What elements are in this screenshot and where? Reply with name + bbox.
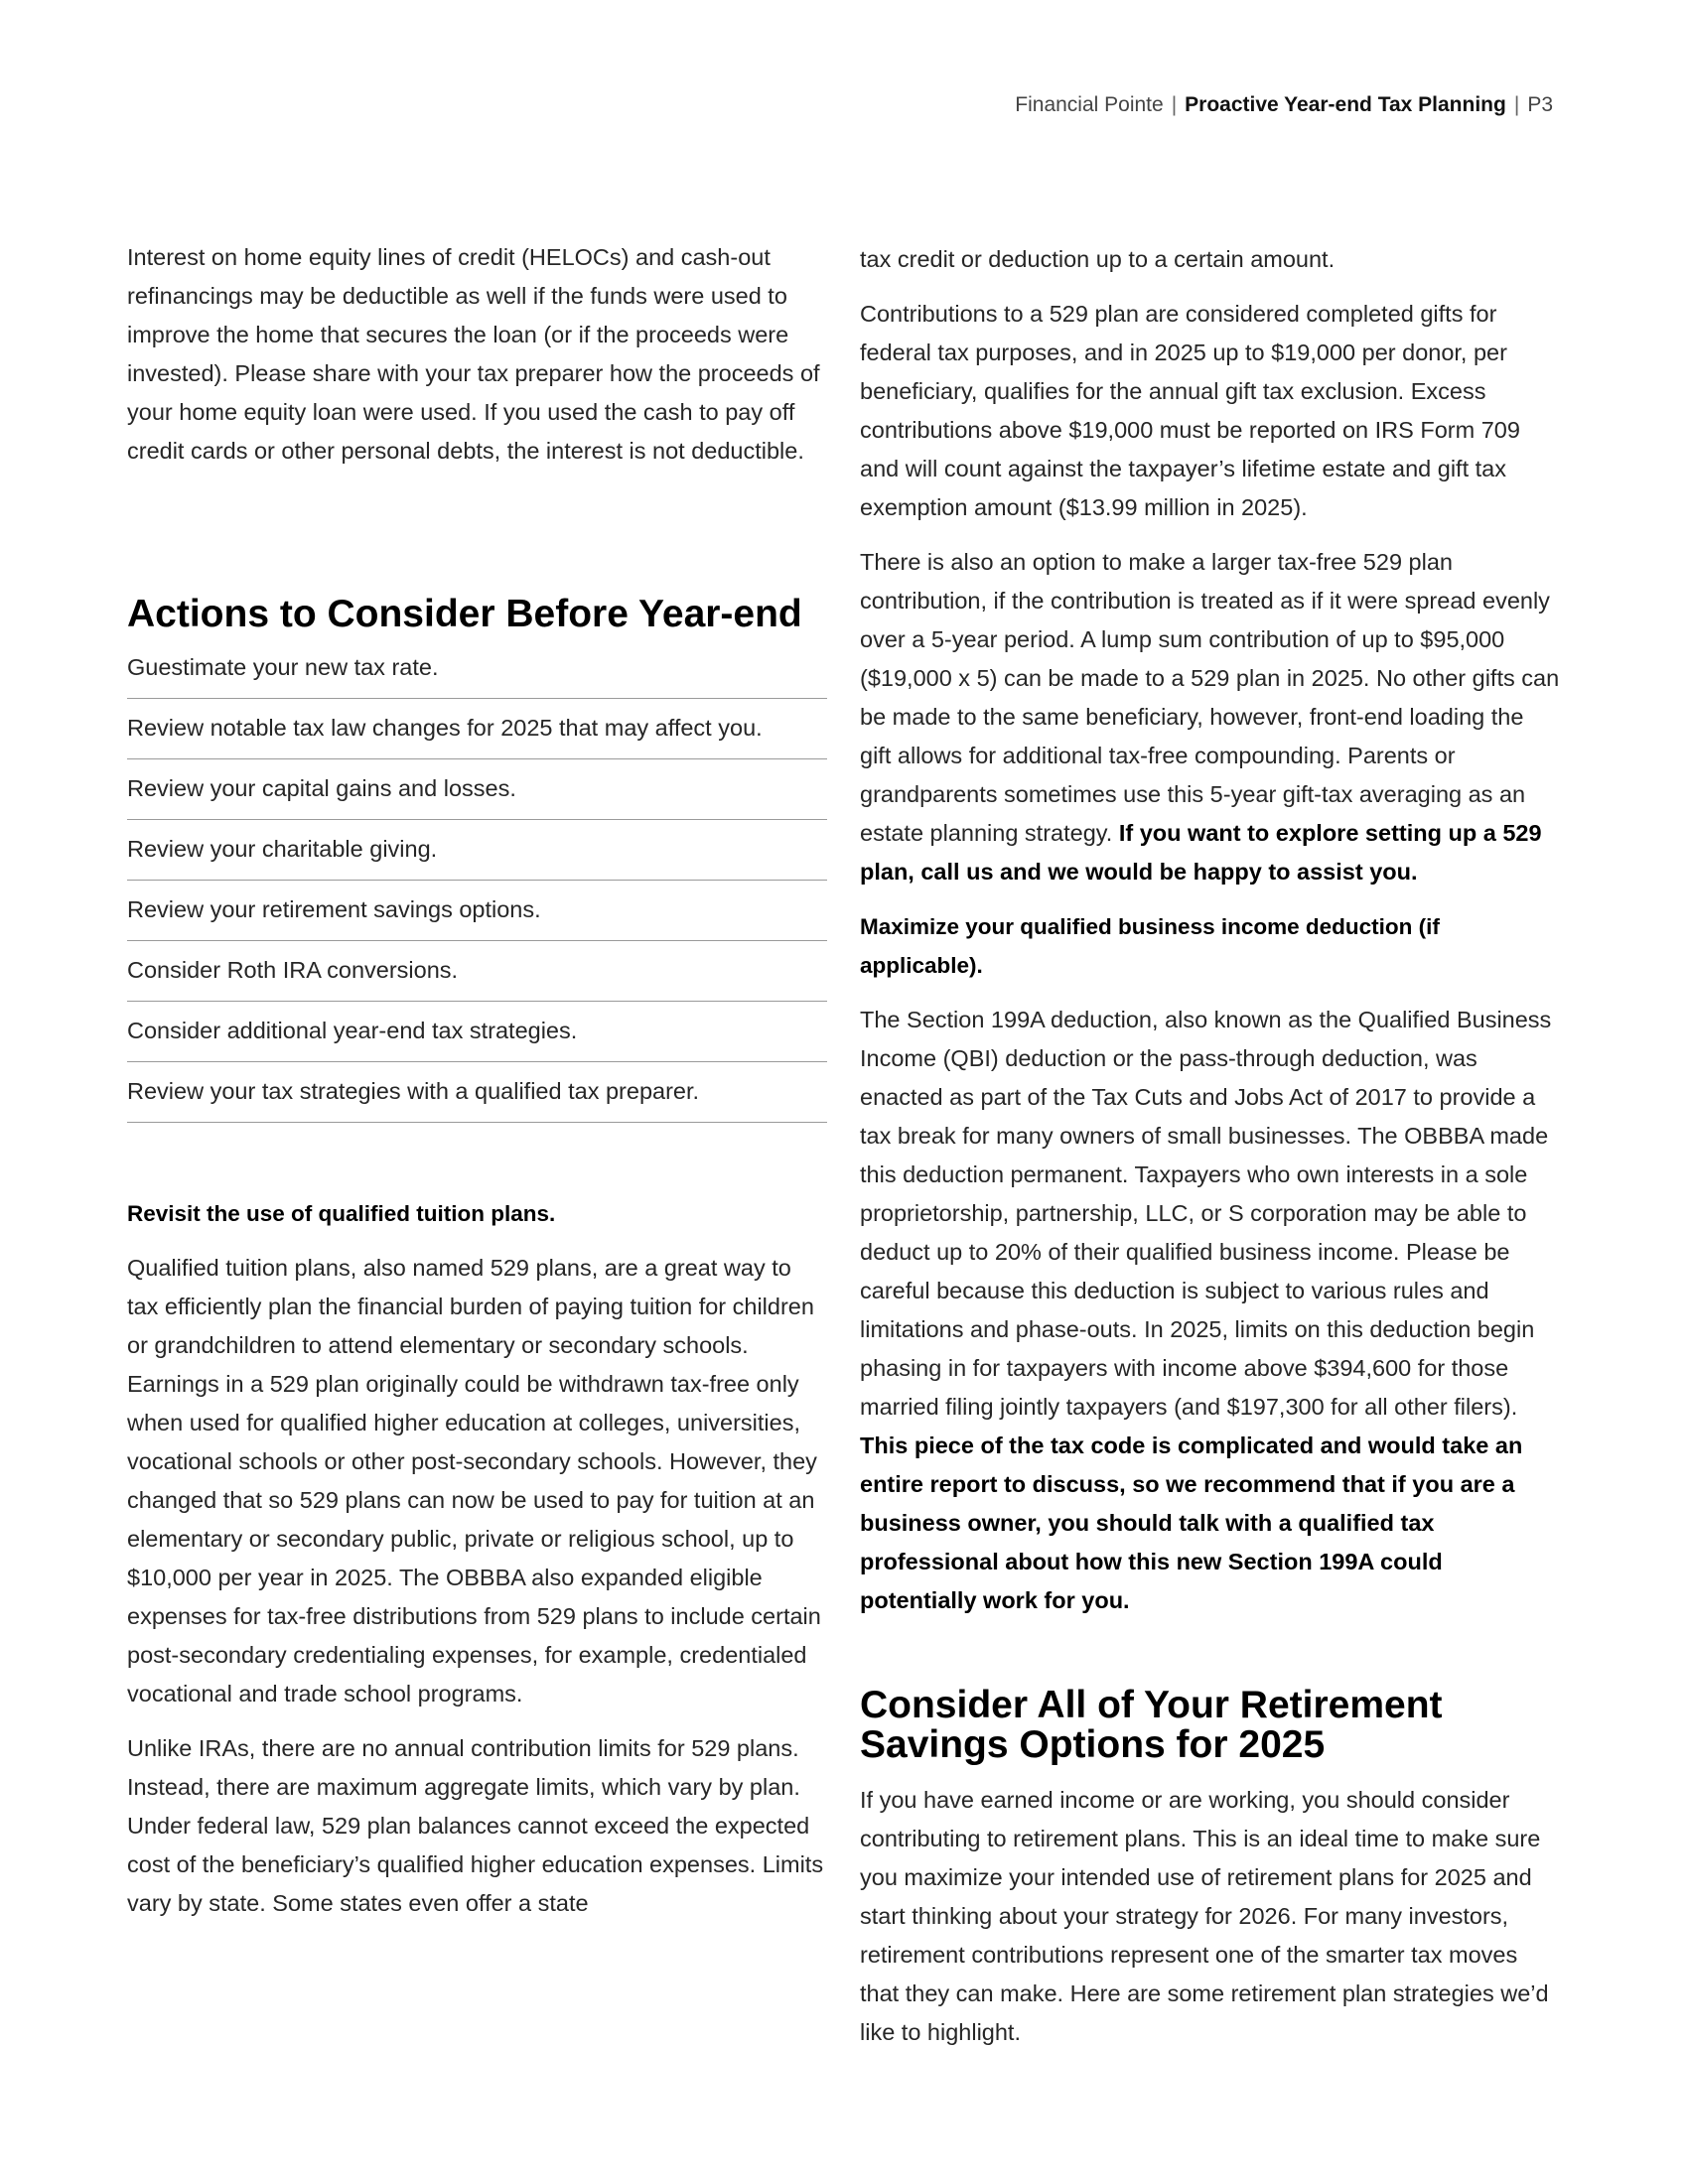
home-equity-paragraph: Interest on home equity lines of credit (HELOCs) and cash-out refinancings may be deductible as well if the funds were used to improve the home that secures the loan (or if the proceeds were invested). Please share with your tax preparer how the proceeds of your home equity loan were used. If you used the cash to pay off credit cards or other personal debts, the interest is not deductible.	[127, 244, 820, 464]
action-item: Consider additional year-end tax strategies.	[127, 1002, 827, 1062]
header-page-number: P3	[1527, 93, 1553, 116]
retirement-paragraph: If you have earned income or are working, you should consider contributing to retirement plans. This is an ideal time to make sure you maximize your intended use of retirement plans for 2025 and start thinking about your strategy for 2026. For many investors, retirement contributions represent one of the smarter tax moves that they can make. Here are some retirement plan strategies we’d like to highlight.	[860, 1787, 1549, 2045]
header-separator-2: |	[1513, 93, 1520, 116]
tuition-paragraph-1: Qualified tuition plans, also named 529 plans, are a great way to tax efficiently plan the financial burden of paying tuition for children or grandchildren to attend elementary or secondary schools. Earnings in a 529 plan originally could be withdrawn tax-free only when used for qualified higher education at colleges, universities, vocational schools or other post-secondary schools. However, they changed that so 529 plans can now be used to pay for tuition at an elementary or secondary public, private or religious school, up to $10,000 per year in 2025. The OBBBA also expanded eligible expenses for tax-free distributions from 529 plans to include certain post-secondary credentialing expenses, for example, credentialed vocational and trade school programs.	[127, 1255, 821, 1706]
page-header	[1015, 93, 1553, 117]
left-column	[127, 238, 827, 1939]
qbi-heading: Maximize your qualified business income deduction (if applicable).	[860, 914, 1440, 978]
header-brand: Financial Pointe	[1015, 93, 1164, 116]
lump-sum-callout: If you want to explore setting up a 529 plan, call us and we would be happy to assist you.	[860, 820, 1542, 885]
action-item: Review your charitable giving.	[127, 820, 827, 881]
tuition-heading: Revisit the use of qualified tuition plans.	[127, 1201, 556, 1226]
qbi-text: The Section 199A deduction, also known as the Qualified Business Income (QBI) deduction or the pass-through deduction, was enacted as part of the Tax Cuts and Jobs Act of 2017 to provide a tax break for many owners of small businesses. The OBBBA made this deduction permanent. Taxpayers who own interests in a sole proprietorship, partnership, LLC, or S corporation may be able to deduct up to 20% of their qualified business income. Please be careful because this deduction is subject to various rules and limitations and phase-outs. In 2025, limits on this deduction begin phasing in for taxpayers with income above $394,600 for those married filing jointly taxpayers (and $197,300 for all other filers).	[860, 1007, 1552, 1420]
actions-list	[127, 644, 827, 1123]
action-item: Review notable tax law changes for 2025 that may affect you.	[127, 699, 827, 759]
action-item: Review your retirement savings options.	[127, 881, 827, 941]
retirement-heading: Consider All of Your Retirement Savings Options for 2025	[860, 1684, 1443, 1766]
action-item: Guestimate your new tax rate.	[127, 644, 827, 699]
action-item: Review your capital gains and losses.	[127, 759, 827, 820]
qbi-paragraph	[860, 1001, 1561, 1620]
actions-heading: Actions to Consider Before Year-end	[127, 593, 802, 635]
action-item: Review your tax strategies with a qualified tax preparer.	[127, 1062, 827, 1123]
tuition-paragraph-2: Unlike IRAs, there are no annual contribution limits for 529 plans. Instead, there are maximum aggregate limits, which vary by plan. Under federal law, 529 plan balances cannot exceed the expected cost of the beneficiary’s qualified higher education expenses. Limits vary by state. Some states even offer a state	[127, 1735, 824, 1916]
action-item: Consider Roth IRA conversions.	[127, 941, 827, 1002]
header-separator: |	[1171, 93, 1178, 116]
lump-sum-text: There is also an option to make a larger tax-free 529 plan contribution, if the contribution is treated as if it were spread evenly over a 5-year period. A lump sum contribution of up to $95,000 ($19,000 x 5) can be made to a 529 plan in 2025. No other gifts can be made to the same beneficiary, however, front-end loading the gift allows for additional tax-free compounding. Parents or grandparents sometimes use this 5-year gift-tax averaging as an estate planning strategy.	[860, 549, 1560, 846]
continued-paragraph: tax credit or deduction up to a certain amount.	[860, 246, 1336, 272]
lump-sum-paragraph	[860, 543, 1561, 891]
header-title: Proactive Year-end Tax Planning	[1185, 93, 1506, 116]
gift-tax-paragraph: Contributions to a 529 plan are considered completed gifts for federal tax purposes, and in 2025 up to $19,000 per donor, per beneficiary, qualifies for the annual gift tax exclusion. Excess contributions above $19,000 must be reported on IRS Form 709 and will count against the taxpayer’s lifetime estate and gift tax exemption amount ($13.99 million in 2025).	[860, 301, 1520, 520]
right-column	[860, 240, 1561, 2068]
qbi-callout: This piece of the tax code is complicated and would take an entire report to discuss, so we recommend that if you are a business owner, you should talk with a qualified tax professional about how this new Section 199A could potentially work for you.	[860, 1433, 1523, 1613]
